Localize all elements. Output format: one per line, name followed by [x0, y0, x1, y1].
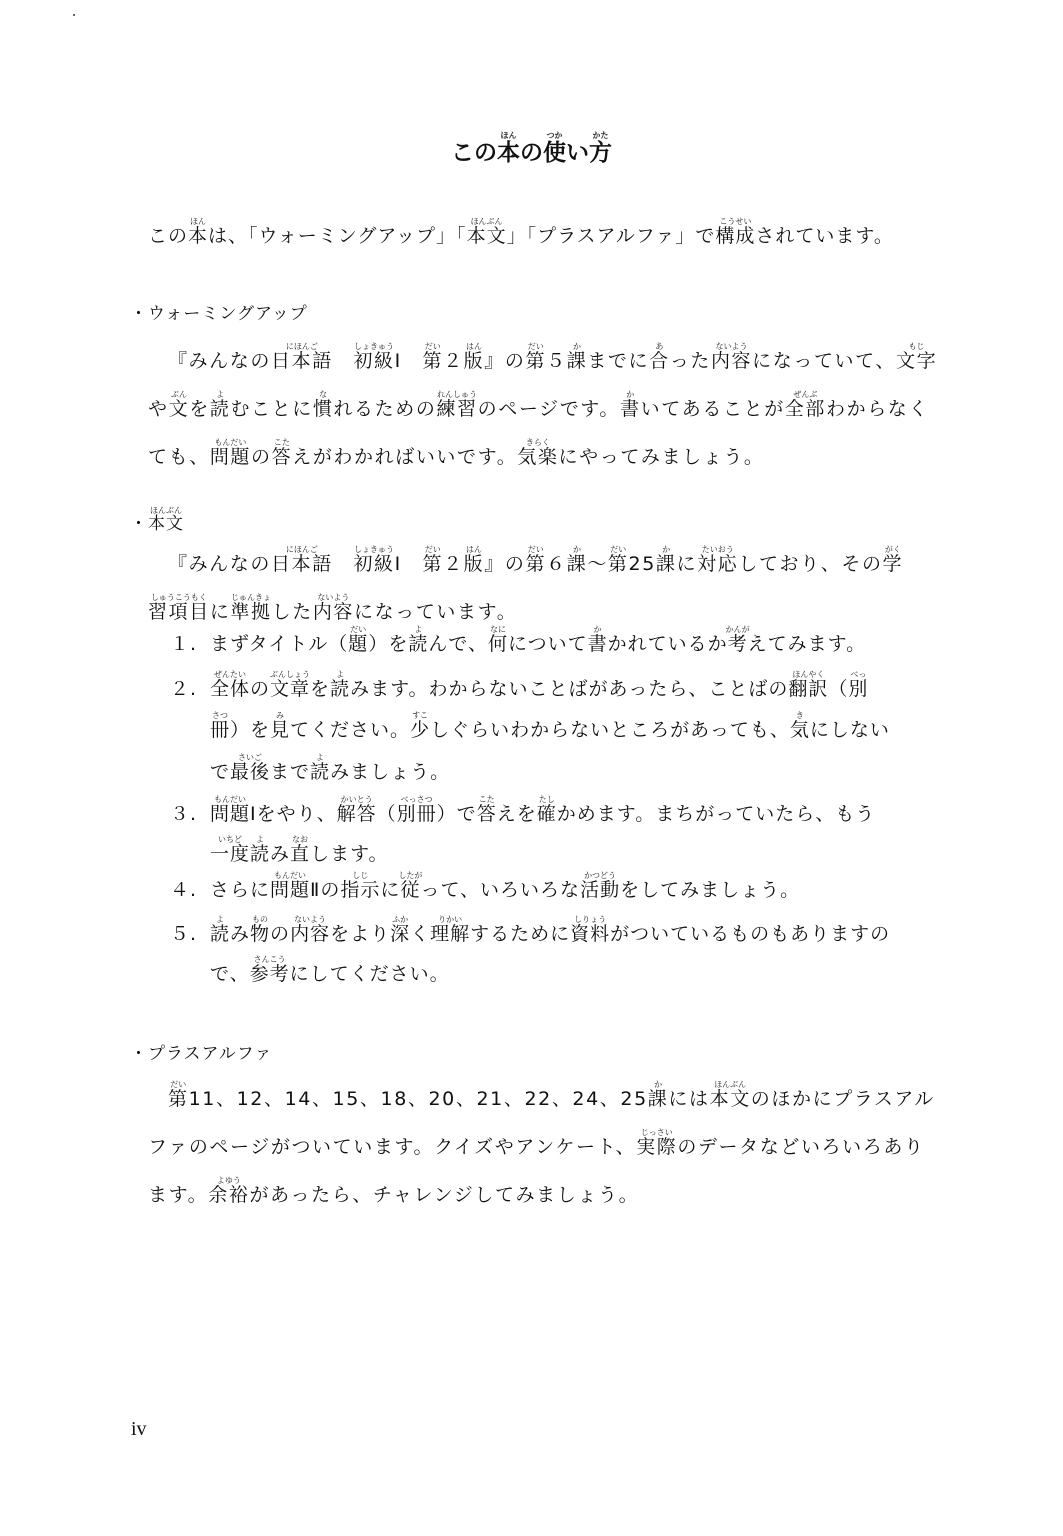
page-title: この本ほんの使つかい方かた: [451, 130, 612, 166]
step-5-line-1: 読よみ物ものの内容ないようをより深ふかく理解りかいするために資料しりょうがついているものもありますの: [210, 915, 891, 945]
step-4-text: さらに問題もんだいⅡの指示しじに従したがって、いろいろな活動かつどうをしてみましょう。: [210, 871, 801, 901]
intro-line: この本ほんは、「ウォーミングアップ」「本文ほんぶん」「プラスアルファ」で構成こうせいされています。: [148, 217, 894, 247]
step-2-line-1: 全体ぜんたいの文章ぶんしょうを読よみます。わからないことばがあったら、ことばの翻訳ほんやく（別べっ: [210, 670, 869, 700]
warmup-paragraph: 『みんなの日本語にほんご 初級しょきゅうⅠ 第だい２版はん』の第だい５課かまでに合あった内容ないようになっていて、文字もじや文ぶんを読よむことに慣なれるための練習れんしゅうのページです。書かいてあることが全部ぜんぶわからなくても、問題もんだいの答こたえがわかればいいです。気楽きらくにやってみましょう。: [148, 342, 938, 468]
step-3-line-2: 一度いちど読よみ直なおします。: [210, 835, 389, 865]
step-5-line-2: で、参考さんこうにしてください。: [210, 955, 450, 985]
honbun-paragraph: 『みんなの日本語にほんご 初級しょきゅうⅠ 第だい２版はん』の第だい６課か～第だい25課かに対応たいおうしており、その学がく習項目しゅうこうもくに準拠じゅんきょした内容ないようになっています。: [148, 545, 904, 623]
section-heading-plus-alpha: ・プラスアルファ: [130, 1044, 273, 1064]
title-rt-hon: ほん: [497, 130, 520, 140]
step-2-number: ２.: [170, 678, 198, 700]
step-3-number: ３.: [170, 803, 198, 825]
step-2-line-2: 冊さつ）を見みてください。少すこしぐらいわからないところがあっても、気きにしない: [210, 711, 890, 741]
step-1-text: まずタイトル（題だい）を読よんで、何なにについて書かかれているか考かんがえてみます。: [210, 625, 867, 655]
step-5-number: ５.: [170, 923, 198, 945]
section-heading-warmup: ・ウォーミングアップ: [130, 304, 308, 324]
scan-speck: [73, 14, 75, 16]
plus-alpha-paragraph: 第だい11、12、14、15、18、20、21、22、24、25課かには本文ほんぶんのほかにプラスアルファのページがついています。クイズやアンケート、実際じっさいのデータなどいろいろあります。余裕よゆうがあったら、チャレンジしてみましょう。: [148, 1080, 935, 1206]
step-2-line-3: で最後さいごまで読よみましょう。: [210, 753, 451, 783]
section-heading-honbun: ・本文ほんぶん: [130, 506, 184, 534]
step-3-line-1: 問題もんだいⅠをやり、解答かいとう（別冊べっさつ）で答こたえを確たしかめます。まちがっていたら、もう: [210, 795, 876, 825]
title-kanji-hon: 本: [497, 139, 520, 166]
page-number: iv: [131, 1418, 147, 1440]
step-4-number: ４.: [170, 879, 198, 901]
title-rt-tsuka: つか: [543, 130, 566, 140]
title-rt-kata: かた: [589, 130, 612, 140]
step-1-number: １.: [170, 633, 198, 655]
